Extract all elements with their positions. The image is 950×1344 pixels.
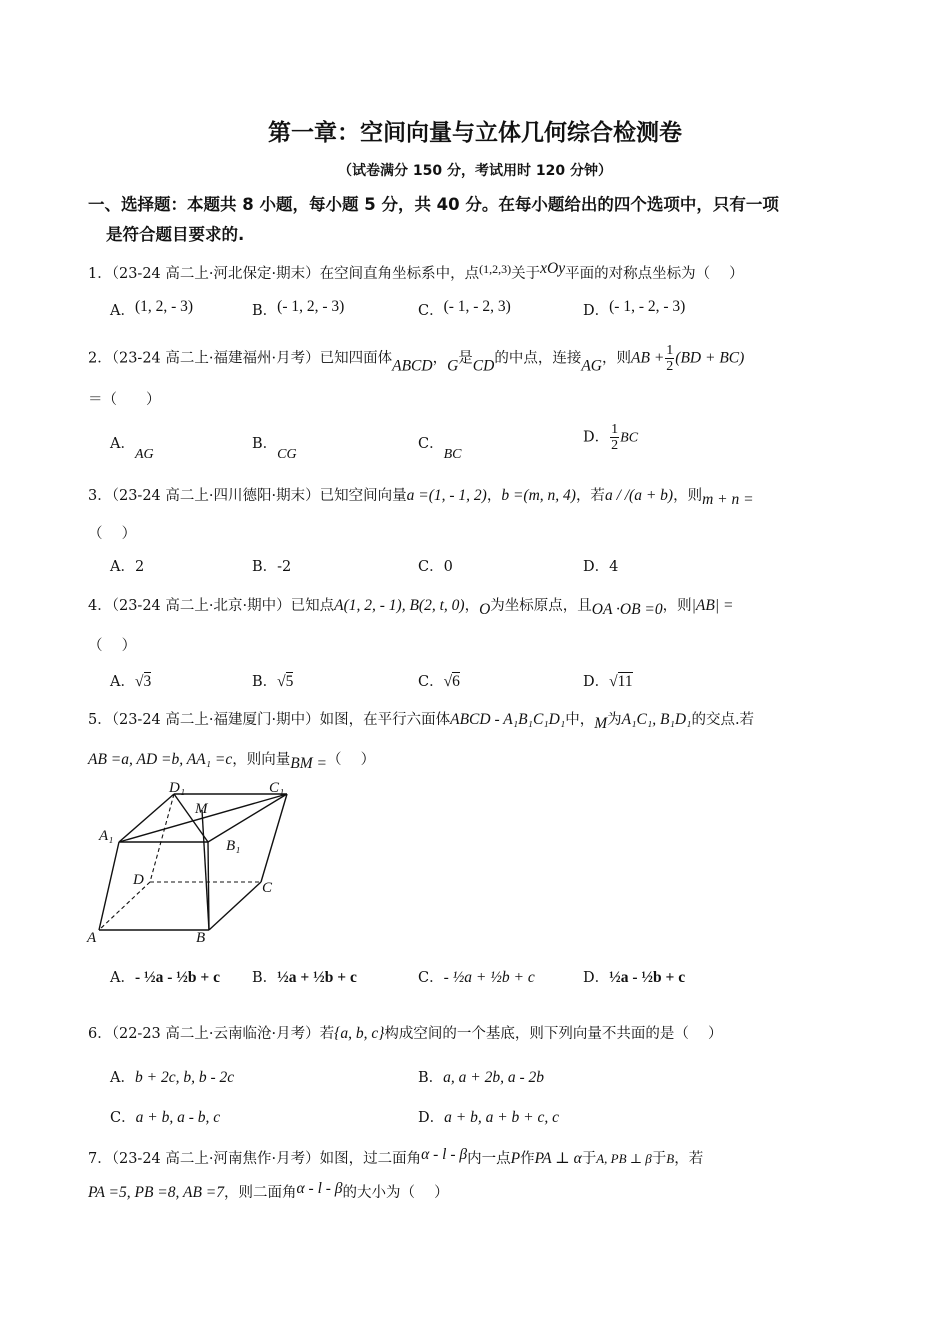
q5-line-2: AB =a, AD =b, AA₁ =c，则向量BM =（ ） bbox=[88, 751, 376, 772]
label-b1: B₁ bbox=[226, 838, 241, 854]
label-b: B bbox=[196, 930, 206, 946]
q1-option-b[interactable]: B．(- 1, 2, - 3) bbox=[252, 298, 345, 319]
q1-number: 1． bbox=[88, 266, 112, 282]
page-subtitle: （试卷满分 150 分，考试用时 120 分钟） bbox=[338, 163, 612, 179]
label-a: A bbox=[87, 930, 97, 946]
q2-option-a[interactable]: A．AG bbox=[110, 436, 154, 462]
q4-option-b[interactable]: B．√5 bbox=[252, 673, 294, 690]
q3-option-b[interactable]: B．-2 bbox=[252, 559, 292, 575]
q1-option-a[interactable]: A．(1, 2, - 3) bbox=[110, 298, 194, 319]
q2-option-c[interactable]: C．BC bbox=[418, 436, 462, 462]
page-title: 第一章：空间向量与立体几何综合检测卷 bbox=[268, 120, 682, 146]
label-m: M bbox=[195, 801, 208, 817]
section-heading-cont: 是符合题目要求的. bbox=[106, 225, 245, 244]
q1-text: 在空间直角坐标系中，点 bbox=[319, 266, 480, 282]
question-2: 2．（23-24 高二上·福建福州·月考）已知四面体ABCD，G是CD的中点，连接AG，则AB + $\frac{1}{2}$ (BD + BC) bbox=[88, 343, 745, 375]
q1-plane: xOy bbox=[540, 260, 566, 277]
q1-source: （23-24 高二上·河北保定·期末） bbox=[111, 266, 320, 282]
question-4: 4．（23-24 高二上·北京·期中）已知点A(1, 2, - 1), B(2, t, 0)，O为坐标原点，且OA ·OB =0，则|AB| = bbox=[88, 597, 734, 618]
question-6: 6．（22-23 高二上·云南临沧·月考）若{a, b, c}构成空间的一个基底，则下列向量不共面的是（ ） bbox=[88, 1025, 723, 1042]
q7-line-2: PA =5, PB =8, AB =7，则二面角α - l - β的大小为（ ） bbox=[88, 1180, 449, 1201]
q4-option-d[interactable]: D．√11 bbox=[583, 673, 633, 690]
q6-option-d[interactable]: D．a + b, a + b + c, c bbox=[418, 1109, 560, 1126]
q5-option-d[interactable]: D．½a - ½b + c bbox=[583, 969, 686, 986]
label-c: C bbox=[262, 880, 273, 896]
section-heading: 一、选择题：本题共 8 小题，每小题 5 分，共 40 分。在每小题给出的四个选项中，只有一项 bbox=[88, 195, 779, 214]
question-1 bbox=[88, 260, 744, 283]
q6-option-c[interactable]: C．a + b, a - b, c bbox=[110, 1109, 221, 1126]
q2-option-b[interactable]: B．CG bbox=[252, 436, 297, 462]
question-3: 3．（23-24 高二上·四川德阳·期末）已知空间向量a =(1, - 1, 2)，b =(m, n, 4)，若a / /(a + b)，则m + n = bbox=[88, 487, 754, 508]
q1-text-2: 关于 bbox=[511, 266, 541, 282]
q5-option-a[interactable]: A．- ½a - ½b + c bbox=[110, 969, 221, 986]
q6-option-a[interactable]: A．b + 2c, b, b - 2c bbox=[110, 1069, 235, 1086]
q6-option-b[interactable]: B．a, a + 2b, a - 2b bbox=[418, 1069, 545, 1086]
q2-fraction: $\frac{1}{2}$ bbox=[666, 343, 674, 374]
q4-option-c[interactable]: C．√6 bbox=[418, 673, 460, 690]
label-d1: D₁ bbox=[169, 780, 186, 796]
q1-point: (1,2,3) bbox=[479, 262, 512, 276]
label-a1: A₁ bbox=[99, 828, 114, 844]
q1-option-d[interactable]: D．(- 1, - 2, - 3) bbox=[583, 298, 686, 319]
q3-option-c[interactable]: C．0 bbox=[418, 559, 453, 575]
question-5: 5．（23-24 高二上·福建厦门·期中）如图，在平行六面体ABCD - A₁B₁C₁D₁中，M为A₁C₁, B₁D₁的交点.若 bbox=[88, 711, 755, 732]
q2-option-d[interactable]: D． $\frac{1}{2}$ BC bbox=[583, 422, 639, 453]
q5-option-b[interactable]: B．½a + ½b + c bbox=[252, 969, 357, 986]
q1-text-3: 平面的对称点坐标为（ ） bbox=[565, 266, 744, 282]
q4-option-a[interactable]: A．√3 bbox=[110, 673, 152, 690]
q3-option-d[interactable]: D．4 bbox=[583, 559, 619, 575]
label-d: D bbox=[133, 872, 144, 888]
q1-option-c[interactable]: C．(- 1, - 2, 3) bbox=[418, 298, 511, 319]
parallelepiped-figure bbox=[85, 780, 300, 950]
question-7: 7．（23-24 高二上·河南焦作·月考）如图，过二面角α - l - β内一点P作PA ⊥ α于A, PB ⊥ β于B，若 bbox=[88, 1146, 704, 1167]
q2-continuation: ＝（ ） bbox=[88, 392, 161, 408]
label-c1: C₁ bbox=[269, 780, 285, 796]
q4-continuation: （ ） bbox=[88, 638, 137, 654]
q3-continuation: （ ） bbox=[88, 526, 137, 542]
q5-option-c[interactable]: C．- ½a + ½b + c bbox=[418, 969, 535, 986]
q3-option-a[interactable]: A．2 bbox=[110, 559, 145, 575]
